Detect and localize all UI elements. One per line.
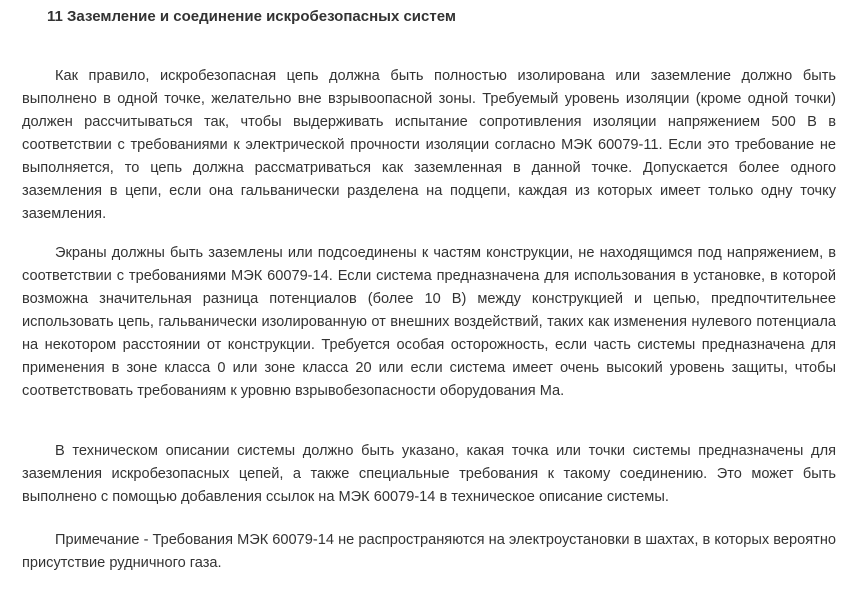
section-heading: 11 Заземление и соединение искробезопасных систем — [47, 8, 456, 25]
paragraph-isolation: Как правило, искробезопасная цепь должна быть полностью изолирована или заземление должно быть выполнено в одной точке, желательно вне взрывоопасной зоны. Требуемый уровень изоляции (кроме одной точки) должен рассчитываться так, чтобы выдерживать испытание сопротивления изоляции напряжением 500 В в соответствии с требованиями к электрической прочности изоляции согласно МЭК 60079-11. Если это требование не выполняется, то цепь должна рассматриваться как заземленная в данной точке. Допускается более одного заземления в цепи, если она гальванически разделена на подцепи, каждая из которых имеет только одну точку заземления. — [22, 68, 836, 222]
paragraph-screens: Экраны должны быть заземлены или подсоединены к частям конструкции, не находящимся под напряжением, в соответствии с требованиями МЭК 60079-14. Если система предназначена для использования в установке, в которой возможна значительная разница потенциалов (более 10 В) между конструкцией и цепью, предпочтительнее использовать цепь, гальванически изолированную от внешних воздействий, таких как изменения нулевого потенциала на некотором расстоянии от конструкции. Требуется особая осторожность, если часть системы предназначена для применения в зоне класса 0 или зоне класса 20 или если система имеет очень высокий уровень защиты, чтобы соответствовать требованиям к уровню взрывобезопасности оборудования Ма. — [22, 245, 836, 399]
paragraph-technical-description: В техническом описании системы должно быть указано, какая точка или точки системы предназначены для заземления искробезопасных цепей, а также специальные требования к такому соединению. Это может быть выполнено с помощью добавления ссылок на МЭК 60079-14 в техническое описание системы. — [22, 443, 836, 505]
paragraph-note: Примечание - Требования МЭК 60079-14 не распространяются на электроустановки в шахтах, в которых вероятно присутствие рудничного газа. — [22, 532, 836, 571]
